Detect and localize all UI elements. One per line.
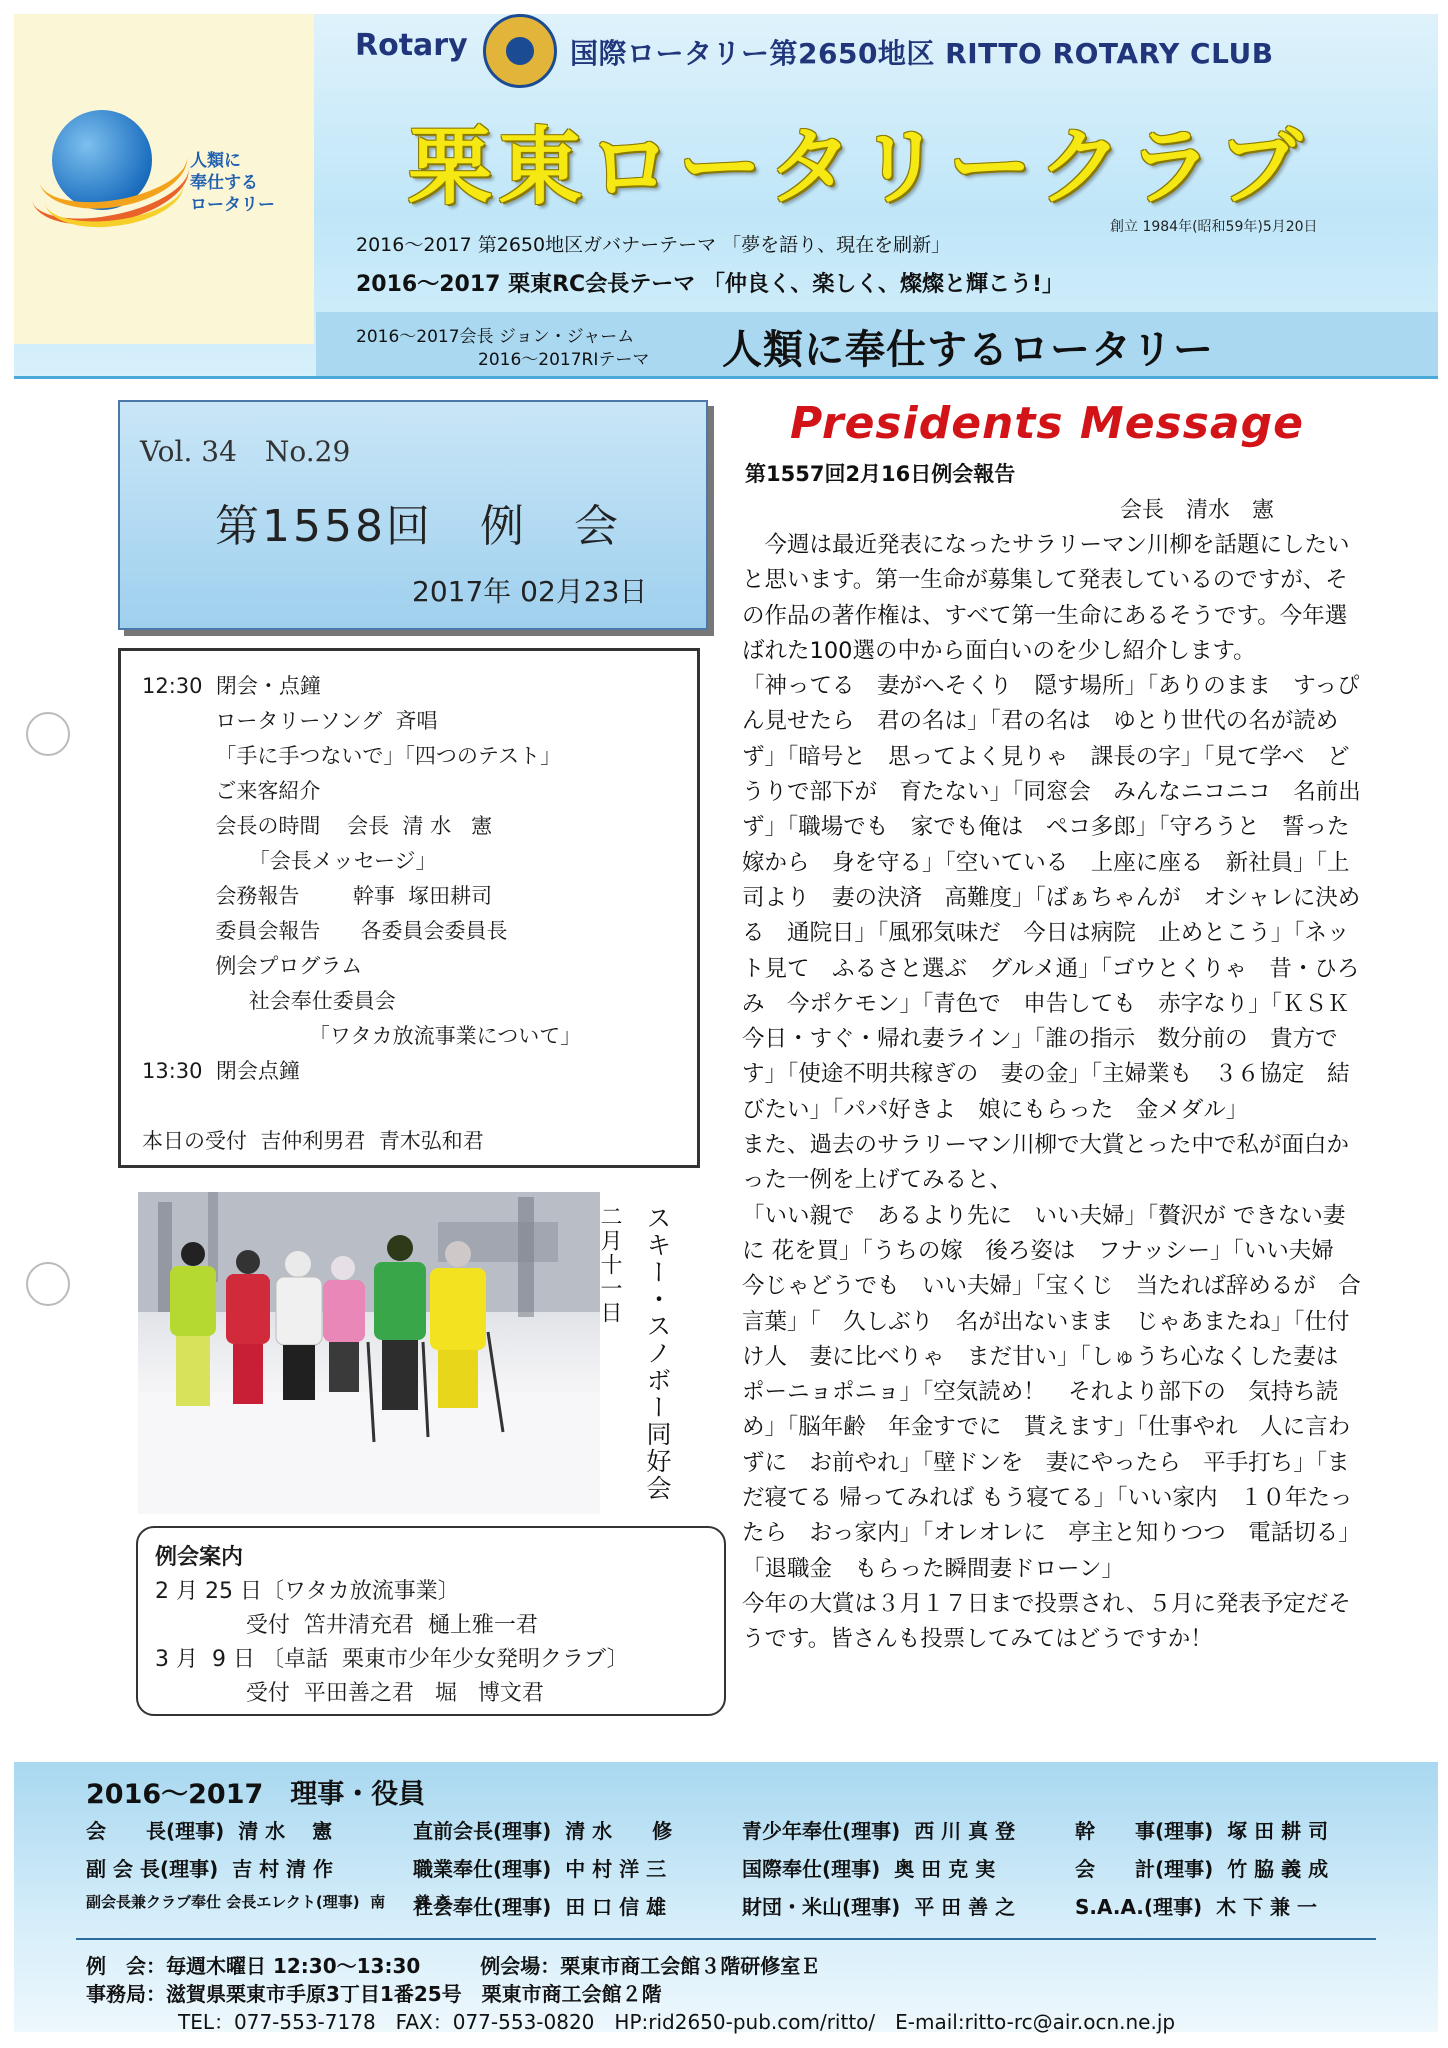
meeting-date: 2017年 02月23日 <box>412 575 648 608</box>
meeting-title: 第1558回 例 会 <box>215 501 621 552</box>
contact-office: 事務局：滋賀県栗東市手原3丁目1番25号 栗東市商工会館２階 <box>86 1982 662 2006</box>
photo-caption-club: スキー・スノボー同好会 <box>643 1205 672 1502</box>
ski-photo-illustration <box>138 1192 600 1514</box>
program-line: 13:30 閉会点鐘 <box>142 1059 300 1083</box>
officer-entry: 職業奉仕(理事) 中 村 洋 三 <box>413 1857 667 1881</box>
schedule-line: 2 月 25 日〔ワタカ放流事業〕 <box>155 1579 460 1604</box>
message-paragraph: 「神ってる 妻がへそくり 隠す場所」「ありのまま すっぴん見せたら 君の名は」「君の名は ゆとり世代の名が読めず」「暗号と 思ってよく見りゃ 課長の字」「見て学べ どうりで部下が 育たない」「同窓会 みんなニコニコ 名前出ず」「職場でも 家でも俺は ペコ多郎」「守ろうと 誓った嫁から 身を守る」「空いている 上座に座る 新社員」「上司より 妻の決済 高難度」「ばぁちゃんが オシャレに決める 通院日」「風邪気味だ 今日は病院 止めとこう」「ネット見て ふるさと選ぶ グルメ通」「ゴウとくりゃ 昔・ひろみ 今ポケモン」「青色で 申告しても 赤字なり」「ＫＳＫ 今日・すぐ・帰れ妻ライン」「誰の指示 数分前の 貴方です」「使途不明共稼ぎの 妻の金」「主婦業も ３６協定 結びたい」「パパ好きよ 娘にもらった 金メダル」 <box>742 673 1373 1123</box>
officers-title: 2016～2017 理事・役員 <box>86 1779 426 1810</box>
program-line: 会長の時間 会長 清 水 憲 <box>142 814 493 838</box>
contact-phone: TEL：077-553-7178 FAX：077-553-0820 HP:rid2650-pub.com/ritto/ E-mail:ritto-rc@air.ocn.ne.jp <box>178 2010 1176 2034</box>
schedule-line: 受付 笘井清充君 樋上雅一君 <box>155 1613 538 1638</box>
officer-entry: 国際奉仕(理事) 奥 田 克 実 <box>742 1857 996 1881</box>
program-line: 委員会報告 各委員会委員長 <box>142 919 508 943</box>
photo-caption-date: 二月十一日 <box>597 1205 622 1325</box>
governor-theme: 2016～2017 第2650地区ガバナーテーマ 「夢を語り、現在を刷新」 <box>356 234 951 256</box>
district-label: 国際ロータリー第2650地区 RITTO ROTARY CLUB <box>570 37 1274 70</box>
logo-slogan <box>190 150 310 216</box>
schedule-title: 例会案内 <box>155 1545 244 1570</box>
rotary-wordmark: Rotary <box>355 28 468 63</box>
schedule-line: 3 月 9 日 〔卓話 栗東市少年少女発明クラブ〕 <box>155 1647 629 1672</box>
president-theme: 2016～2017 栗東RC会長テーマ 「仲良く、楽しく、燦燦と輝こう!」 <box>356 272 1065 297</box>
officer-entry: 副会長兼クラブ奉仕 会長エレクト(理事) 南 義 彦 <box>86 1893 451 1911</box>
officer-entry: 財団・米山(理事) 平 田 善 之 <box>742 1895 1016 1919</box>
message-paragraph: 今週は最近発表になったサラリーマン川柳を話題にしたいと思います。第一生命が募集して発表しているのですが、その作品の著作権は、すべて第一生命にあるそうです。今年選ばれた100選の中から面白いのを少し紹介します。 <box>742 532 1350 664</box>
program-line: 例会プログラム <box>142 954 363 978</box>
program-line: 会務報告 幹事 塚田耕司 <box>142 884 493 908</box>
volume-number: Vol. 34 No.29 <box>140 435 351 468</box>
officer-entry: 直前会長(理事) 清 水 修 <box>413 1819 673 1843</box>
officer-entry: S.A.A.(理事) 木 下 兼 一 <box>1075 1895 1317 1919</box>
program-line: 「ワタカ放流事業について」 <box>142 1024 582 1048</box>
contact-meeting: 例 会：毎週木曜日 12:30～13:30 例会場：栗東市商工会館３階研修室Ｅ <box>86 1954 821 1978</box>
message-paragraph: 今年の大賞は３月１７日まで投票され、５月に発表予定だそうです。皆さんも投票してみてはどうですか！ <box>742 1590 1351 1653</box>
ski-group-photo <box>138 1192 600 1514</box>
ri-theme-label: 2016～2017RIテーマ <box>478 350 650 370</box>
founded-date: 創立 1984年(昭和59年)5月20日 <box>1110 219 1318 235</box>
schedule-line: 受付 平田善之君 堀 博文君 <box>155 1681 544 1706</box>
presidents-message-title: Presidents Message <box>790 398 1304 449</box>
officer-entry: 社会奉仕(理事) 田 口 信 雄 <box>413 1895 667 1919</box>
officer-entry: 会 長(理事) 清 水 憲 <box>86 1819 333 1843</box>
logo-slogan-line: ロータリー <box>190 195 275 215</box>
program-line: ロータリーソング 斉唱 <box>142 709 438 733</box>
ri-president: 2016～2017会長 ジョン・ジャーム <box>356 327 635 347</box>
program-line: 「会長メッセージ」 <box>142 849 437 873</box>
message-paragraph: また、過去のサラリーマン川柳で大賞とった中で私が面白かった一例を上げてみると、 <box>742 1132 1350 1194</box>
message-author: 会長 清水 憲 <box>1120 498 1275 523</box>
binder-hole <box>26 712 70 756</box>
club-title: 栗東ロータリークラブ <box>408 118 1309 216</box>
binder-hole <box>26 1262 70 1306</box>
program-line: 「手に手つないで」「四つのテスト」 <box>142 744 562 768</box>
rotary-wheel-hub <box>501 32 539 70</box>
report-heading: 第1557回2月16日例会報告 <box>745 462 1016 486</box>
program-line: ご来客紹介 <box>142 779 321 803</box>
ri-theme: 人類に奉仕するロータリー <box>722 327 1214 373</box>
officer-entry: 青少年奉仕(理事) 西 川 真 登 <box>742 1819 1016 1843</box>
officer-entry: 幹 事(理事) 塚 田 耕 司 <box>1075 1819 1329 1843</box>
officer-entry: 副 会 長(理事) 吉 村 清 作 <box>86 1857 334 1881</box>
program-line: 12:30 閉会・点鐘 <box>142 674 321 698</box>
message-body <box>742 528 1373 1658</box>
officer-entry: 会 計(理事) 竹 脇 義 成 <box>1075 1857 1329 1881</box>
program-line: 社会奉仕委員会 <box>142 989 396 1013</box>
footer-divider <box>76 1938 1376 1940</box>
message-paragraph: 「いい親で あるより先に いい夫婦」「贅沢が できない妻に 花を買」「うちの嫁 後ろ姿は フナッシー」「いい夫婦 今じゃどうでも いい夫婦」「宝くじ 当たれば辞めるが 合言葉」「 久しぶり 名が出ないまま じゃあまたね」「仕付け人 妻に比べりゃ まだ甘い」「しゅうち心なくした妻は ポーニョポニョ」「空気読め！ それより部下の 気持ち読め」「脳年齢 年金すでに 貰えます」「仕事やれ 人に言わずに お前やれ」「壁ドンを 妻にやったら 平手打ち」「まだ寝てる 帰ってみれば もう寝てる」「いい家内 １０年たったら おっ家内」「オレオレに 亭主と知りつつ 電話切る」「退職金 もらった瞬間妻ドローン」 <box>742 1202 1361 1582</box>
logo-slogan-line: 人類に <box>190 151 241 171</box>
logo-slogan-line: 奉仕する <box>190 173 258 193</box>
reception-line: 本日の受付 吉仲利男君 青木弘和君 <box>142 1129 484 1153</box>
